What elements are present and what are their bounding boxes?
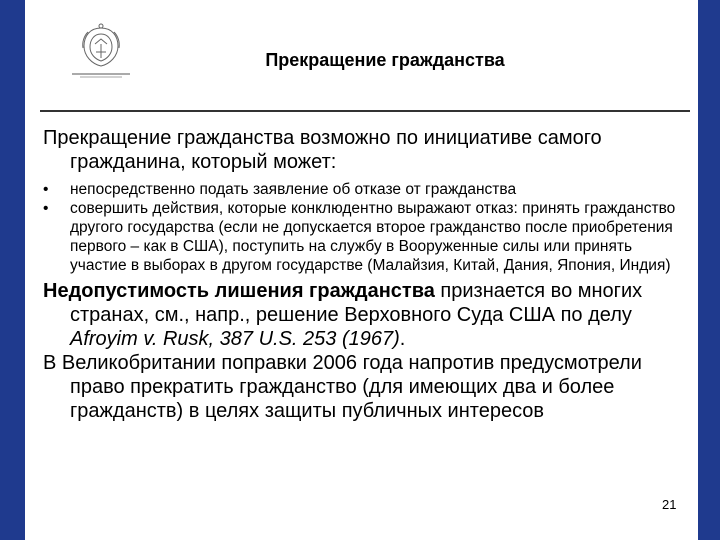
slide-title: Прекращение гражданства: [265, 50, 505, 70]
slide-body: [43, 126, 688, 423]
intro-paragraph: Прекращение гражданства возможно по инициативе самого гражданина, который может:: [43, 127, 602, 173]
bullet-dot: •: [43, 200, 49, 217]
non-deprivation-end: .: [399, 328, 406, 350]
uk-paragraph: В Великобритании поправки 2006 года напротив предусмотрели право прекратить гражданство (для имеющих два и более гражданств) в целях защиты публичных интересов: [43, 352, 642, 422]
page-number: 21: [662, 497, 677, 512]
non-deprivation-heading: Недопустимость лишения гражданства: [43, 280, 435, 302]
bullet-item: [43, 180, 688, 199]
non-deprivation-text: признается во многих странах, см., напр., решение Верховного Суда США по делу: [70, 280, 643, 326]
bullet-dot: •: [43, 181, 49, 198]
bullet-list: [43, 180, 688, 275]
bullet-text: совершить действия, которые конклюдентно выражают отказ: принять гражданство другого государства (если не допускается второе гражданство после приобретения первого – как в США), поступить на службу в Вооруженные силы или принять участие в выборах в другом государстве (Малайзия, Китай, Дания, Япония, Индия): [70, 200, 676, 274]
non-deprivation-paragraph: [43, 279, 688, 351]
left-side-bar: [0, 0, 25, 540]
title-divider: [40, 110, 690, 112]
right-side-bar: [698, 0, 720, 540]
case-citation: Afroyim v. Rusk, 387 U.S. 253 (1967): [70, 328, 400, 350]
bullet-text: непосредственно подать заявление об отказе от гражданства: [70, 181, 517, 198]
coat-of-arms-logo: [70, 22, 132, 80]
bullet-item: [43, 199, 688, 275]
